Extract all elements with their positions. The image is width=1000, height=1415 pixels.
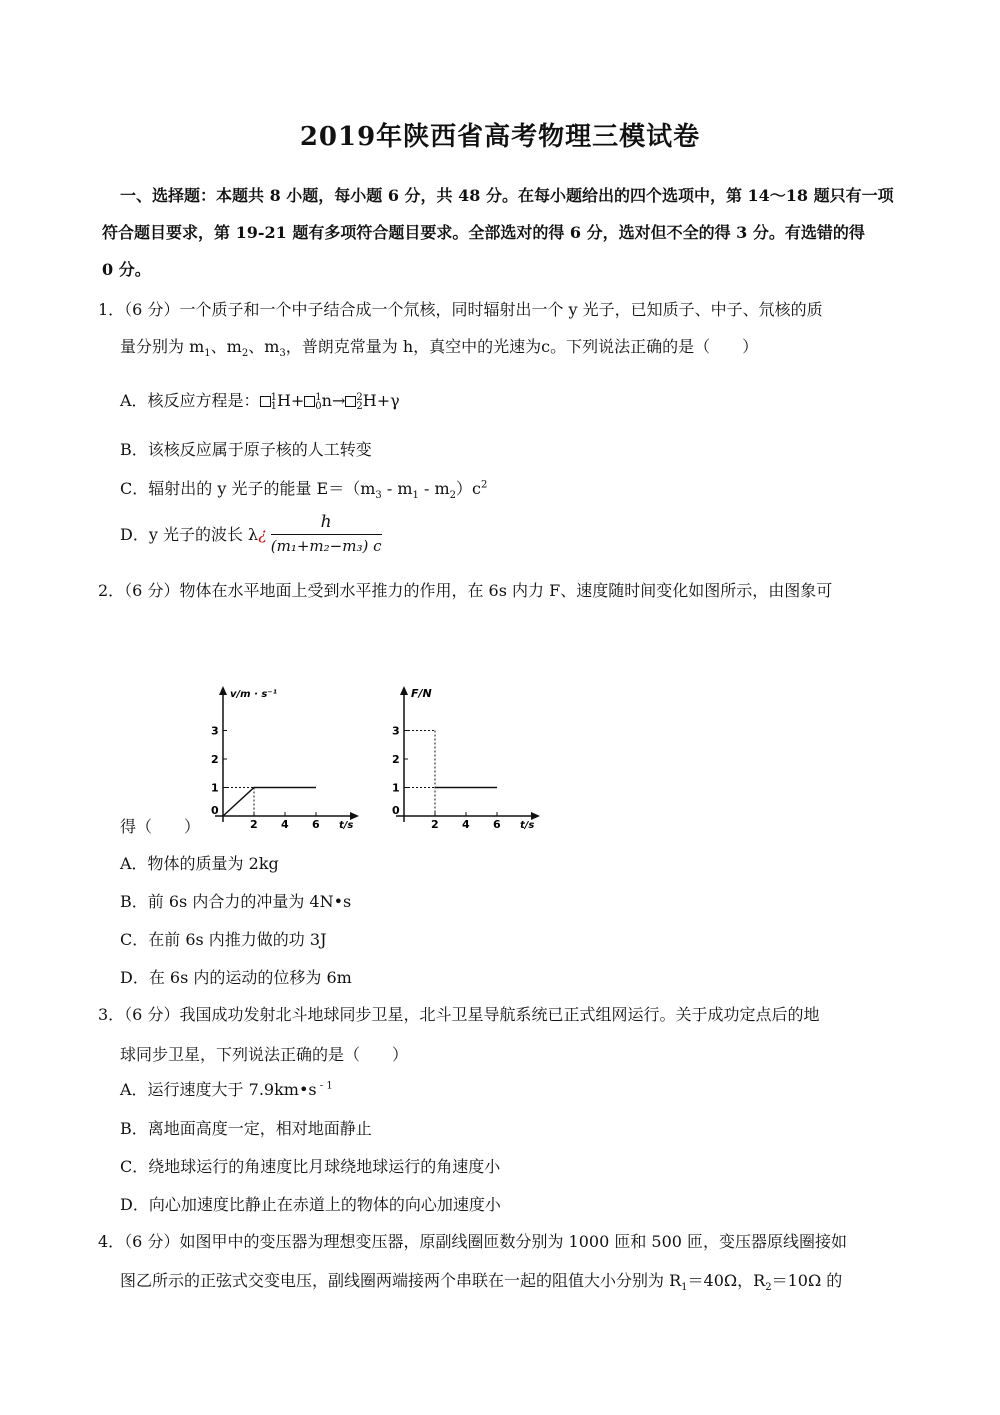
f-graph-xtick-label: 4: [462, 818, 470, 831]
f-graph-xlabel: t/s: [520, 820, 535, 831]
q3-option-d: D．向心加速度比静止在赤道上的物体的向心加速度小: [120, 1195, 501, 1214]
q2-option-d: D．在 6s 内的运动的位移为 6m: [120, 968, 352, 987]
q3-option-c: C．绕地球运行的角速度比月球绕地球运行的角速度小: [120, 1157, 501, 1176]
q2-stem-line-2: 得（ ）: [120, 817, 201, 836]
q2-option-a: A．物体的质量为 2kg: [120, 854, 279, 873]
q3-option-b: B．离地面高度一定，相对地面静止: [120, 1119, 372, 1138]
f-graph-xtick-label: 6: [493, 818, 501, 831]
f-graph-ytick-label: 2: [392, 753, 400, 766]
q3-stem-line-2: 球同步卫星，下列说法正确的是（ ）: [120, 1045, 409, 1064]
v-graph-xtick-label: 2: [250, 818, 258, 831]
section-instructions-line-1: 一、选择题：本题共 8 小题，每小题 6 分，共 48 分。在每小题给出的四个选项中，第 14～18 题只有一项: [120, 186, 894, 205]
q1-option-b: B．该核反应属于原子核的人工转变: [120, 440, 372, 459]
page-title: 2019年陕西省高考物理三模试卷: [299, 122, 701, 152]
section-instructions-line-3: 0 分。: [102, 260, 151, 279]
v-graph-series: [223, 788, 316, 817]
force-time-graph: [386, 682, 546, 832]
f-graph-ylabel: F/N: [411, 687, 432, 700]
wavelength-fraction: $\frac{h}{\text{(m₁+m₂−m₃) c}}$: [270, 512, 382, 555]
v-graph-x-arrow: [350, 812, 359, 820]
q4-stem-line-1: 4．（6 分）如图甲中的变压器为理想变压器，原副线圈匝数分别为 1000 匝和 500 匝，变压器原线圈接如: [98, 1232, 848, 1251]
q2-stem-line-1: 2．（6 分）物体在水平地面上受到水平推力的作用，在 6s 内力 F、速度随时间变化如图所示，由图象可: [98, 581, 833, 600]
v-graph-xtick-label: 6: [312, 818, 320, 831]
q1-option-c: C．辐射出的 y 光子的能量 $E=(m_3 - m_1 - m_2)c^2$: [120, 479, 488, 502]
section-instructions-line-2: 符合题目要求，第 19-21 题有多项符合题目要求。全部选对的得 6 分，选对但不全的得 3 分。有选错的得: [102, 223, 865, 242]
q1-stem-line-1: 1．（6 分）一个质子和一个中子结合成一个氘核，同时辐射出一个 y 光子，已知质子、中子、氘核的质: [98, 300, 823, 319]
q2-option-b: B．前 6s 内合力的冲量为 4N•s: [120, 892, 352, 911]
q1-option-d: D．y 光子的波长 λ¿ $\frac{h}{\text{(m₁+m₂−m₃) c}}$: [120, 512, 382, 555]
v-graph-ytick-label: 3: [211, 724, 219, 738]
f-graph-ytick-label: 1: [392, 781, 400, 795]
f-graph-y-arrow: [400, 686, 408, 695]
q4-stem-line-2: 图乙所示的正弦式交变电压，副线圈两端接两个串联在一起的阻值大小分别为 $R_1=40\Omega$，$R_2=10\Omega$ 的: [120, 1271, 843, 1294]
velocity-time-graph: [205, 682, 365, 832]
q3-option-a: A．运行速度大于 7.9km•s $^{- 1}$: [120, 1080, 333, 1099]
v-graph-ytick-label: 1: [211, 781, 219, 795]
v-graph-xlabel: t/s: [339, 820, 354, 831]
v-graph-y-arrow: [219, 686, 227, 695]
q2-option-c: C．在前 6s 内推力做的功 3J: [120, 930, 327, 949]
v-graph-origin: 0: [211, 804, 219, 817]
v-graph-xtick-label: 4: [281, 818, 289, 831]
q1-stem-line-2: 量分别为 $m_1$、$m_2$、$m_3$，普朗克常量为 h，真空中的光速为c。下列说法正确的是（ ）: [120, 337, 759, 360]
v-graph-ylabel: v/m · s⁻¹: [230, 689, 277, 700]
f-graph-x-arrow: [531, 812, 540, 820]
q3-stem-line-1: 3．（6 分）我国成功发射北斗地球同步卫星，北斗卫星导航系统已正式组网运行。关于成功定点后的地: [98, 1005, 820, 1024]
q1-option-a: A．核反应方程是： 1 1 H+ 1 0 n→ 2 2 H+γ: [120, 391, 400, 412]
v-graph-ytick-label: 2: [211, 753, 219, 766]
f-graph-origin: 0: [392, 804, 400, 817]
f-graph-ytick-label: 3: [392, 724, 400, 738]
f-graph-xtick-label: 2: [431, 818, 439, 831]
